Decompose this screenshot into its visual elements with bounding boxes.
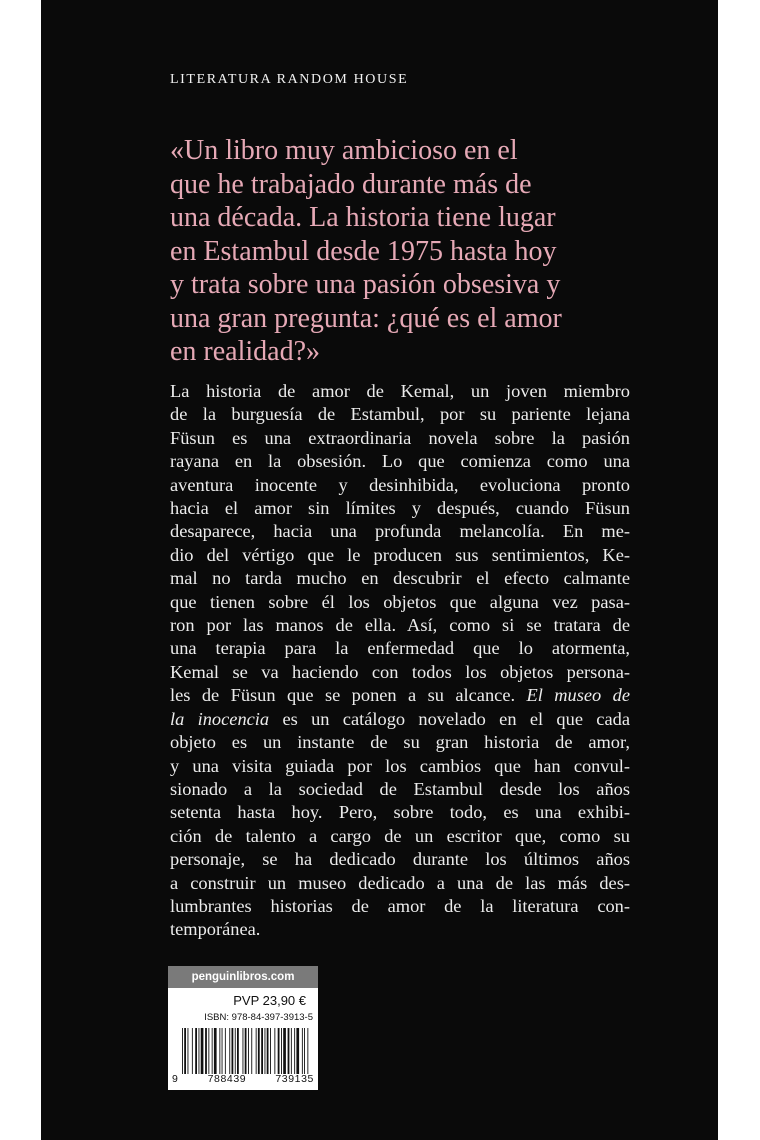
synopsis-line: personaje, se ha dedicado durante los últimos años	[170, 849, 630, 870]
synopsis-line: a construir un museo dedicado a una de las más des-	[170, 872, 630, 893]
synopsis	[170, 380, 630, 942]
price: PVP 23,90 €	[233, 993, 306, 1008]
quote-line: «Un libro muy ambicioso en el	[170, 135, 518, 166]
synopsis-line: rayana en la obsesión. Lo que comienza como una	[170, 451, 630, 472]
barcode-bar	[294, 1028, 295, 1074]
barcode-bar	[208, 1028, 209, 1074]
synopsis-text: les de Füsun que se ponen a su alcance.	[170, 685, 527, 706]
barcode-bar	[304, 1028, 305, 1074]
synopsis-line: lumbrantes historias de amor de la literatura con-	[170, 895, 630, 916]
barcode	[180, 1028, 312, 1074]
barcode-bar	[258, 1028, 260, 1074]
synopsis-text: es un catálogo novelado en el que cada	[269, 708, 630, 729]
quote-line: y trata sobre una pasión obsesiva y	[170, 269, 561, 300]
barcode-bar	[222, 1028, 223, 1074]
quote-line: en Estambul desde 1975 hasta hoy	[170, 235, 557, 267]
barcode-bar	[281, 1028, 282, 1074]
barcode-bar	[288, 1028, 290, 1074]
barcode-digits-left: 788439	[207, 1073, 247, 1085]
barcode-bar	[274, 1028, 275, 1074]
synopsis-line: La historia de amor de Kemal, un joven miembro	[170, 381, 630, 401]
barcode-bar	[235, 1028, 236, 1074]
synopsis-line: que tienen sobre él los objetos que alguna vez pasa-	[170, 591, 630, 612]
barcode-bar	[214, 1028, 217, 1074]
barcode-bar	[248, 1028, 249, 1074]
barcode-bar	[205, 1028, 207, 1074]
synopsis-line: dio del vértigo que le producen sus sentimientos, Ke-	[170, 544, 630, 565]
barcode-bar	[232, 1028, 234, 1074]
synopsis-line: objeto es un instante de su gran historia de amor,	[170, 732, 630, 753]
barcode-bar	[265, 1028, 266, 1074]
barcode-bar	[267, 1028, 269, 1074]
barcode-bar	[302, 1028, 303, 1074]
barcode-bar	[199, 1028, 200, 1074]
book-title-italic: El museo de	[526, 685, 630, 706]
synopsis-line: sionado a la sociedad de Estambul desde los años	[170, 778, 630, 799]
synopsis-line: ron por las manos de ella. Así, como si se tratara de	[170, 615, 630, 636]
synopsis-line: Kemal se va haciendo con todos los objetos persona-	[170, 661, 630, 682]
barcode-bar	[291, 1028, 292, 1074]
synopsis-line: temporánea.	[170, 919, 261, 940]
publisher-website: penguinlibros.com	[168, 966, 318, 988]
barcode-bar	[243, 1028, 244, 1074]
price-box	[168, 966, 318, 1090]
quote-line: una gran pregunta: ¿qué es el amor	[170, 302, 562, 334]
barcode-bar	[245, 1028, 247, 1074]
barcode-bar	[195, 1028, 197, 1074]
barcode-bar	[270, 1028, 271, 1074]
isbn: ISBN: 978-84-397-3913-5	[204, 1012, 313, 1023]
barcode-bar	[212, 1028, 213, 1074]
quote-line: una década. La historia tiene lugar	[170, 202, 556, 233]
barcode-bar	[184, 1028, 186, 1074]
barcode-bar	[251, 1028, 252, 1074]
barcode-bar	[307, 1028, 308, 1074]
barcode-bar	[283, 1028, 286, 1074]
barcode-number	[172, 1073, 314, 1085]
barcode-bar	[219, 1028, 220, 1074]
barcode-bar	[278, 1028, 280, 1074]
synopsis-line: hacia el amor sin límites y después, cuando Füsun	[170, 498, 630, 519]
barcode-bar	[229, 1028, 230, 1074]
quote-line: en realidad?»	[170, 336, 321, 367]
synopsis-line	[170, 708, 630, 731]
synopsis-line: de la burguesía de Estambul, por su pariente lejana	[170, 404, 630, 425]
book-title-italic: la inocencia	[170, 708, 270, 729]
quote-line: que he trabajado durante más de	[170, 168, 532, 200]
synopsis-line: y una visita guiada por los cambios que han convul-	[170, 755, 630, 776]
barcode-bar	[296, 1028, 299, 1074]
synopsis-line: Füsun es una extraordinaria novela sobre la pasión	[170, 427, 630, 448]
barcode-digit-lead: 9	[172, 1073, 179, 1085]
synopsis-line: desaparece, hacia una profunda melancolía. En me-	[170, 521, 630, 542]
author-quote	[170, 134, 630, 369]
barcode-bar	[261, 1028, 263, 1074]
barcode-bar	[192, 1028, 193, 1074]
barcode-bar	[182, 1028, 183, 1074]
synopsis-line: setenta hasta hoy. Pero, sobre todo, es una exhibi-	[170, 802, 630, 823]
synopsis-line	[170, 684, 630, 707]
synopsis-line: mal no tarda mucho en descubrir el efecto calmante	[170, 568, 630, 589]
barcode-bar	[237, 1028, 239, 1074]
publisher-name: LITERATURA RANDOM HOUSE	[170, 72, 409, 87]
barcode-bar	[188, 1028, 189, 1074]
barcode-digits-right: 739135	[275, 1073, 314, 1085]
barcode-bar	[256, 1028, 257, 1074]
synopsis-line: ción de talento a cargo de un escritor que, como su	[170, 825, 630, 846]
synopsis-line: aventura inocente y desinhibida, evoluciona pronto	[170, 474, 630, 495]
barcode-bar	[201, 1028, 204, 1074]
synopsis-line: una terapia para la enfermedad que lo atormenta,	[170, 638, 630, 659]
barcode-bar	[225, 1028, 226, 1074]
